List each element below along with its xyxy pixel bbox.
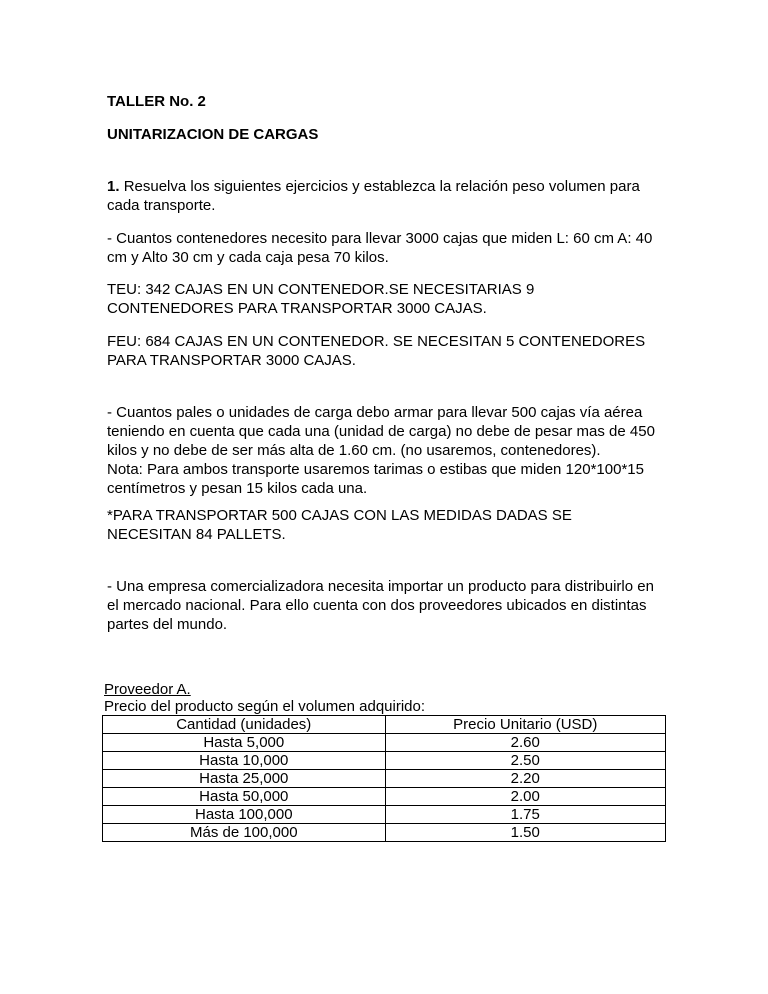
quantity-cell: Hasta 50,000 — [103, 788, 386, 806]
intro-line-2: cada transporte. — [107, 197, 216, 214]
price-cell: 2.00 — [385, 788, 665, 806]
q3-line-1: - Una empresa comercializadora necesita importar un producto para distribuirlo en — [107, 578, 654, 595]
table-row — [103, 752, 666, 770]
q3-line-3: partes del mundo. — [107, 616, 228, 633]
q1-line-1: - Cuantos contenedores necesito para llevar 3000 cajas que miden L: 60 cm A: 40 — [107, 230, 653, 247]
column-header-quantity: Cantidad (unidades) — [103, 716, 386, 734]
question-3 — [107, 577, 667, 634]
supplier-caption: Precio del producto según el volumen adquirido: — [104, 698, 426, 715]
feu-line-1: FEU: 684 CAJAS EN UN CONTENEDOR. SE NECESITAN 5 CONTENEDORES — [107, 333, 646, 350]
table-row — [103, 806, 666, 824]
price-cell: 1.50 — [385, 824, 665, 842]
quantity-cell: Hasta 25,000 — [103, 770, 386, 788]
feu-answer — [107, 332, 667, 370]
quantity-cell: Más de 100,000 — [103, 824, 386, 842]
price-cell: 1.75 — [385, 806, 665, 824]
table-row — [103, 734, 666, 752]
teu-line-2: CONTENEDORES PARA TRANSPORTAR 3000 CAJAS. — [107, 300, 487, 317]
document-subtitle: UNITARIZACION DE CARGAS — [107, 126, 319, 143]
price-cell: 2.20 — [385, 770, 665, 788]
q2-line-1: - Cuantos pales o unidades de carga debo armar para llevar 500 cajas vía aérea — [107, 404, 643, 421]
quantity-cell: Hasta 5,000 — [103, 734, 386, 752]
answer2-line-2: NECESITAN 84 PALLETS. — [107, 526, 286, 543]
q3-line-2: el mercado nacional. Para ello cuenta con dos proveedores ubicados en distintas — [107, 597, 647, 614]
teu-line-1: TEU: 342 CAJAS EN UN CONTENEDOR.SE NECESITARIAS 9 — [107, 281, 535, 298]
column-header-price: Precio Unitario (USD) — [385, 716, 665, 734]
table-row — [103, 770, 666, 788]
pallets-answer — [107, 506, 667, 544]
question-2 — [107, 403, 667, 498]
quantity-cell: Hasta 100,000 — [103, 806, 386, 824]
teu-answer — [107, 280, 667, 318]
q1-line-2: cm y Alto 30 cm y cada caja pesa 70 kilos. — [107, 249, 389, 266]
exercise-number: 1. — [107, 178, 120, 195]
exercise-intro — [107, 177, 667, 215]
quantity-cell: Hasta 10,000 — [103, 752, 386, 770]
answer2-line-1: *PARA TRANSPORTAR 500 CAJAS CON LAS MEDIDAS DADAS SE — [107, 507, 572, 524]
feu-line-2: PARA TRANSPORTAR 3000 CAJAS. — [107, 352, 356, 369]
price-cell: 2.50 — [385, 752, 665, 770]
price-cell: 2.60 — [385, 734, 665, 752]
table-header-row — [103, 716, 666, 734]
table-row — [103, 788, 666, 806]
document-title: TALLER No. 2 — [107, 93, 206, 110]
q2-line-2: teniendo en cuenta que cada una (unidad de carga) no debe de pesar mas de 450 — [107, 423, 655, 440]
q2-line-3: kilos y no debe de ser más alta de 1.60 cm. (no usaremos, contenedores). — [107, 442, 601, 459]
table-row — [103, 824, 666, 842]
note-line-1: Nota: Para ambos transporte usaremos tarimas o estibas que miden 120*100*15 — [107, 461, 644, 478]
question-1 — [107, 229, 667, 267]
note-line-2: centímetros y pesan 15 kilos cada una. — [107, 480, 368, 497]
supplier-name: Proveedor A. — [104, 681, 191, 698]
intro-line-1: Resuelva los siguientes ejercicios y establezca la relación peso volumen para — [123, 178, 640, 195]
price-table — [102, 715, 666, 842]
